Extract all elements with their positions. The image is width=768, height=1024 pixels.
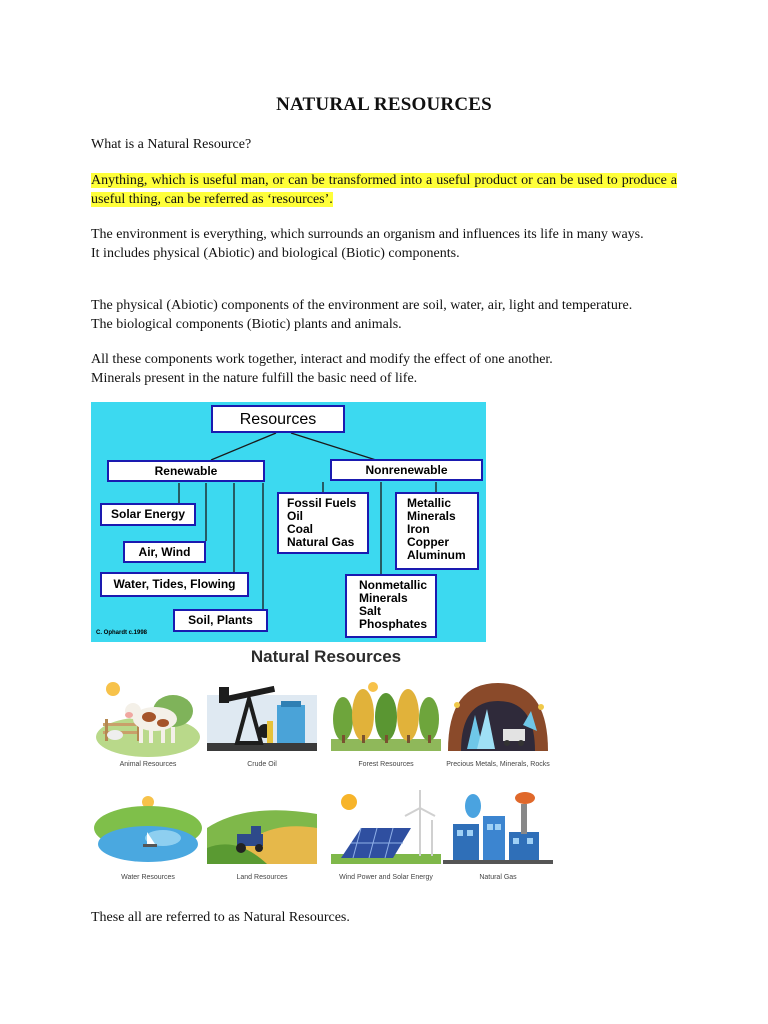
wind-solar-icon (331, 788, 441, 872)
natural-resources-infographic (91, 645, 571, 890)
nonrenewable-box: Nonrenewable (330, 459, 483, 481)
fossil-fuels-box: Fossil Fuels Oil Coal Natural Gas (277, 492, 369, 554)
tile-crude-oil: Crude Oil (207, 675, 317, 768)
mine-icon (443, 675, 553, 759)
tile-animal-resources: Animal Resources (93, 675, 203, 768)
soil-plants-box: Soil, Plants (173, 609, 268, 632)
interact-line: All these components work together, interact and modify the effect of one another. (91, 352, 553, 367)
highlighted-definition: Anything, which is useful man, or can be transformed into a useful product or can be used to produce a useful thing, can be referred as ‘resources’. (91, 173, 677, 207)
tile-wind-solar: Wind Power and Solar Energy (331, 788, 441, 881)
abiotic-line: The physical (Abiotic) components of the environment are soil, water, air, light and temperature. (91, 298, 633, 313)
definition-text (91, 171, 677, 209)
air-wind-box: Air, Wind (123, 541, 206, 563)
cow-icon (93, 675, 203, 759)
water-tides-box: Water, Tides, Flowing (100, 572, 249, 597)
infographic-title: Natural Resources (250, 647, 402, 666)
environment-line: The environment is everything, which surrounds an organism and influences its life in many ways. (91, 227, 644, 242)
components-paragraph (91, 296, 677, 334)
tile-natural-gas: Natural Gas (443, 788, 553, 881)
metallic-minerals-box: Metallic Minerals Iron Copper Aluminum (395, 492, 479, 570)
page-title: NATURAL RESOURCES (276, 94, 492, 115)
minerals-line: Minerals present in the nature fulfill the basic need of life. (91, 371, 418, 386)
solar-energy-box: Solar Energy (100, 503, 196, 526)
oil-pump-icon (207, 675, 317, 759)
lake-icon (93, 788, 203, 872)
tractor-field-icon (207, 788, 317, 872)
resources-root-box: Resources (211, 405, 345, 433)
tile-water-resources: Water Resources (93, 788, 203, 881)
resources-diagram (91, 402, 486, 642)
question-text: What is a Natural Resource? (91, 137, 252, 152)
environment-paragraph (91, 225, 677, 263)
tile-forest-resources: Forest Resources (331, 675, 441, 768)
interaction-paragraph (91, 350, 677, 388)
tile-precious-metals: Precious Metals, Minerals, Rocks (443, 675, 553, 768)
forest-icon (331, 675, 441, 759)
tile-land-resources: Land Resources (207, 788, 317, 881)
gas-plant-icon (443, 788, 553, 872)
nonmetallic-minerals-box: Nonmetallic Minerals Salt Phosphates (345, 574, 437, 638)
biotic-line: The biological components (Biotic) plants and animals. (91, 317, 402, 332)
components-line: It includes physical (Abiotic) and biological (Biotic) components. (91, 246, 460, 261)
renewable-box: Renewable (107, 460, 265, 482)
diagram-credit: C. Ophardt c.1998 (96, 630, 148, 636)
closing-text: These all are referred to as Natural Resources. (91, 910, 350, 925)
